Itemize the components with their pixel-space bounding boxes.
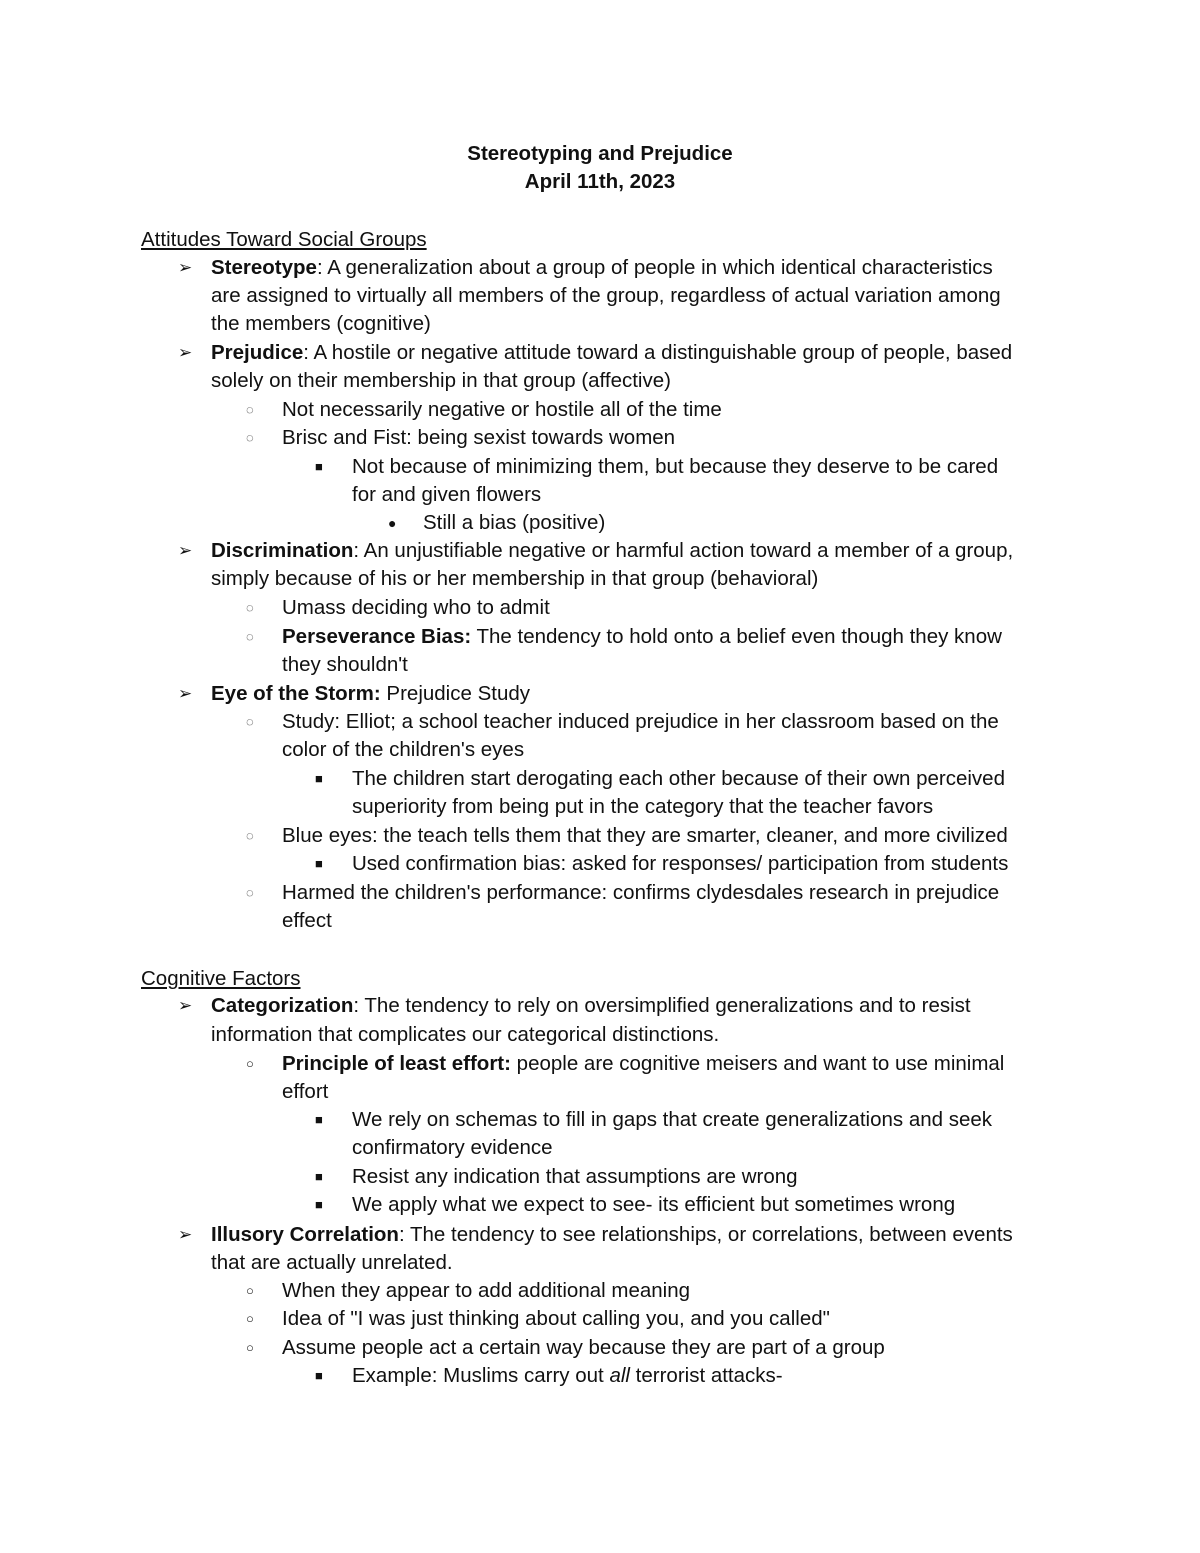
sub-item: Harmed the children's performance: confirms clydesdales research in prejudice [282, 881, 1000, 904]
arrow-bullet: ➢ [178, 1225, 193, 1244]
document-title: Stereotyping and Prejudice [467, 142, 733, 165]
dotted-circle-bullet: ◌ [246, 402, 254, 417]
term: Principle of least effort: [282, 1052, 511, 1075]
sub-sub-item: confirmatory evidence [352, 1136, 553, 1159]
list-item [211, 992, 971, 1020]
sub-item [282, 623, 1002, 651]
item-text: : An unjustifiable negative or harmful action toward a member of a group, [353, 539, 1014, 562]
sub-sub-sub-item: Still a bias (positive) [423, 511, 606, 534]
sub-item: Idea of "I was just thinking about calling you, and you called" [282, 1307, 830, 1330]
square-bullet: ■ [315, 1169, 323, 1184]
term: Prejudice [211, 341, 304, 364]
sub-item: Not necessarily negative or hostile all of the time [282, 398, 722, 421]
sub-sub-item: superiority from being put in the category that the teacher favors [352, 795, 934, 818]
item-text: The tendency to hold onto a belief even though they know [471, 625, 1002, 648]
item-text: terrorist attacks- [629, 1364, 783, 1387]
square-bullet: ■ [315, 1112, 323, 1127]
list-item [211, 537, 1013, 565]
item-text: : A generalization about a group of people in which identical characteristics [316, 256, 993, 279]
sub-sub-item: We apply what we expect to see- its efficient but sometimes wrong [352, 1193, 956, 1216]
sub-item: effort [282, 1080, 329, 1103]
list-item [211, 1221, 1013, 1249]
sub-item [282, 1050, 1004, 1078]
item-text: Prejudice Study [380, 682, 530, 705]
dotted-circle-bullet: ◌ [246, 828, 254, 843]
sub-item: Brisc and Fist: being sexist towards women [282, 426, 676, 449]
sub-item: When they appear to add additional meaning [282, 1279, 691, 1302]
square-bullet: ■ [315, 1197, 323, 1212]
sub-item: effect [282, 909, 332, 932]
dotted-circle-bullet: ◌ [246, 714, 254, 729]
list-item [211, 339, 1012, 367]
term: Perseverance Bias: [282, 625, 472, 648]
arrow-bullet: ➢ [178, 258, 193, 277]
circle-bullet: ○ [246, 1340, 254, 1355]
circle-bullet: ○ [246, 1056, 254, 1071]
dotted-circle-bullet: ◌ [246, 430, 254, 445]
emphasis: all [609, 1364, 630, 1387]
sub-sub-item: The children start derogating each other because of their own perceived [352, 767, 1005, 790]
square-bullet: ■ [315, 856, 323, 871]
sub-item: Study: Elliot; a school teacher induced prejudice in her classroom based on the [282, 710, 999, 733]
dotted-circle-bullet: ◌ [246, 600, 254, 615]
item-text: simply because of his or her membership in that group (behavioral) [211, 567, 819, 590]
item-text: people are cognitive meisers and want to use minimal [510, 1052, 1005, 1075]
arrow-bullet: ➢ [178, 996, 193, 1015]
square-bullet: ■ [315, 1368, 323, 1383]
item-text: are assigned to virtually all members of the group, regardless of actual variation among [211, 284, 1001, 307]
term: Discrimination [211, 539, 354, 562]
sub-item: Assume people act a certain way because they are part of a group [282, 1336, 885, 1359]
item-text: solely on their membership in that group (affective) [211, 369, 671, 392]
item-text: : A hostile or negative attitude toward a distinguishable group of people, based [303, 341, 1013, 364]
sub-sub-item: Not because of minimizing them, but because they deserve to be cared [352, 455, 999, 478]
circle-bullet: ○ [246, 1311, 254, 1326]
arrow-bullet: ➢ [178, 343, 193, 362]
item-text: the members (cognitive) [211, 312, 431, 335]
sub-item: color of the children's eyes [282, 738, 525, 761]
sub-item: Umass deciding who to admit [282, 596, 550, 619]
term: Illusory Correlation [211, 1223, 399, 1246]
document-date: April 11th, 2023 [524, 170, 676, 193]
term: Categorization [211, 994, 354, 1017]
term: Eye of the Storm: [211, 682, 381, 705]
section-heading: Attitudes Toward Social Groups [141, 228, 427, 251]
square-bullet: ■ [315, 771, 323, 786]
sub-item: they shouldn't [282, 653, 408, 676]
dot-bullet: ● [388, 515, 397, 531]
sub-sub-item [352, 1362, 783, 1390]
sub-sub-item: for and given flowers [352, 483, 542, 506]
dotted-circle-bullet: ◌ [246, 885, 254, 900]
section-heading: Cognitive Factors [141, 967, 301, 990]
item-text: : The tendency to see relationships, or correlations, between events [398, 1223, 1013, 1246]
sub-item: Blue eyes: the teach tells them that they are smarter, cleaner, and more civilized [282, 824, 1008, 847]
sub-sub-item: Resist any indication that assumptions are wrong [352, 1165, 798, 1188]
dotted-circle-bullet: ◌ [246, 629, 254, 644]
item-text: that are actually unrelated. [211, 1251, 453, 1274]
arrow-bullet: ➢ [178, 684, 193, 703]
sub-sub-item: Used confirmation bias: asked for responses/ participation from students [352, 852, 1009, 875]
sub-sub-item: We rely on schemas to fill in gaps that create generalizations and seek [352, 1108, 993, 1131]
term: Stereotype [211, 256, 317, 279]
square-bullet: ■ [315, 459, 323, 474]
item-text: Example: Muslims carry out [352, 1364, 610, 1387]
item-text: information that complicates our categorical distinctions. [211, 1023, 720, 1046]
circle-bullet: ○ [246, 1283, 254, 1298]
arrow-bullet: ➢ [178, 541, 193, 560]
list-item [211, 680, 530, 708]
list-item [211, 254, 993, 282]
item-text: : The tendency to rely on oversimplified generalizations and to resist [353, 994, 971, 1017]
